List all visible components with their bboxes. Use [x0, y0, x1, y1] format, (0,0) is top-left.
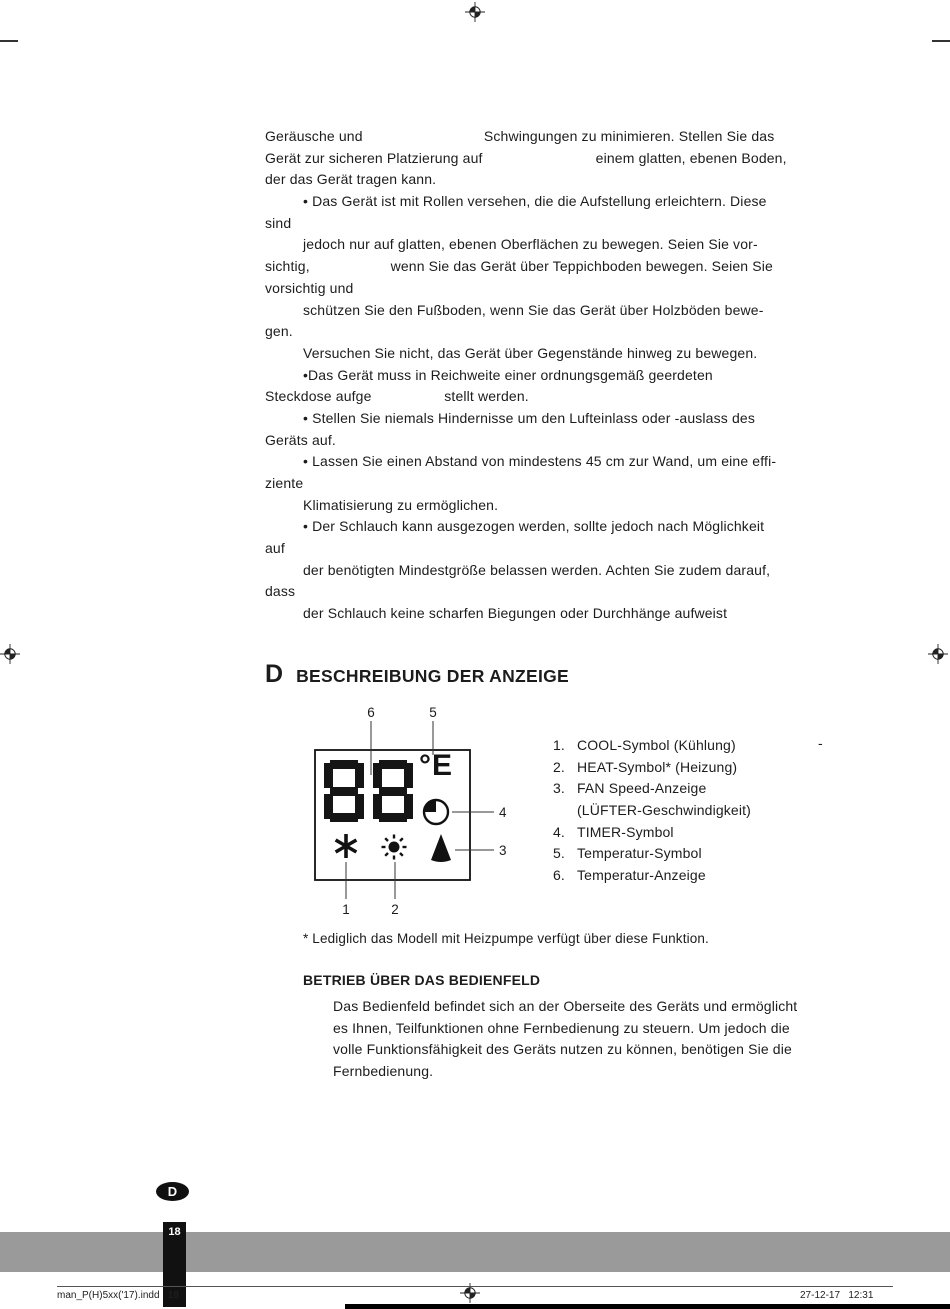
- registration-mark-left: [0, 644, 20, 664]
- legend-item-label: HEAT-Symbol* (Heizung): [577, 758, 738, 775]
- body-line: vorsichtig und: [265, 279, 354, 296]
- body-line: • Das Gerät ist mit Rollen versehen, die die Aufstellung erleichtern. Diese: [303, 193, 767, 210]
- legend-item: [553, 735, 751, 757]
- legend-item-number: 2.: [553, 758, 565, 775]
- body-line: schützen Sie den Fußboden, wenn Sie das Gerät über Holzböden bewe-: [303, 301, 764, 318]
- body-line: dass: [265, 583, 296, 600]
- callout-number-3: 3: [499, 843, 507, 858]
- temperature-unit-symbol: °E: [419, 749, 454, 782]
- callout-number-1: 1: [342, 902, 350, 917]
- legend-item-number: 6.: [553, 867, 565, 884]
- legend-item-label: Temperatur-Symbol: [577, 845, 702, 862]
- body-line: der das Gerät tragen kann.: [265, 171, 437, 188]
- body-text: [265, 126, 787, 625]
- body-line: gen.: [265, 323, 293, 340]
- section-heading: [265, 660, 569, 689]
- body-line: • Der Schlauch kann ausgezogen werden, sollte jedoch nach Möglichkeit: [303, 518, 765, 535]
- crop-tick-right: [932, 40, 950, 42]
- body-line: •Das Gerät muss in Reichweite einer ordnungsgemäß geerdeten: [303, 366, 713, 383]
- language-badge-letter: D: [167, 1184, 178, 1199]
- panel-paragraph: [333, 996, 797, 1083]
- legend-item-number: 4.: [553, 823, 565, 840]
- body-line: jedoch nur auf glatten, ebenen Oberflächen zu bewegen. Seien Sie vor-: [303, 236, 758, 253]
- snowflake-icon: [336, 834, 357, 858]
- crop-tick-left: [0, 40, 18, 42]
- legend-item-label: (LÜFTER-Geschwindigkeit): [577, 802, 751, 819]
- callout-number-4: 4: [499, 805, 507, 820]
- legend-item-label: FAN Speed-Anzeige: [577, 780, 707, 797]
- panel-line: es Ihnen, Teilfunktionen ohne Fernbedienung zu steuern. Um jedoch die: [333, 1019, 790, 1036]
- footer-timestamp: 27-12-17 12:31: [800, 1290, 874, 1301]
- body-line: Gerät zur sicheren Platzierung auf einem glatten, ebenen Boden,: [265, 149, 787, 166]
- body-line: auf: [265, 540, 285, 557]
- section-title: BESCHREIBUNG DER ANZEIGE: [296, 666, 570, 686]
- legend-item-label: Temperatur-Anzeige: [577, 867, 706, 884]
- footnote: * Lediglich das Modell mit Heizpumpe verfügt über diese Funktion.: [303, 931, 709, 946]
- bottom-print-strip: [345, 1304, 950, 1309]
- panel-line: Fernbedienung.: [333, 1063, 434, 1080]
- legend-item: [553, 778, 751, 800]
- panel-line: volle Funktionsfähigkeit des Geräts nutzen zu können, benötigen Sie die: [333, 1041, 792, 1058]
- callout-number-2: 2: [391, 902, 399, 917]
- registration-mark-right: [928, 644, 948, 664]
- timer-clock-icon: [424, 800, 448, 824]
- body-line: • Stellen Sie niemals Hindernisse um den Lufteinlass oder -auslass des: [303, 409, 755, 426]
- callout-number-6: 6: [367, 705, 375, 720]
- display-legend: [553, 735, 823, 887]
- body-line: Geräusche und Schwingungen zu minimieren. Stellen Sie das: [265, 128, 775, 144]
- legend-item: [553, 800, 751, 822]
- body-line: Versuchen Sie nicht, das Gerät über Gegenstände hinweg zu bewegen.: [303, 344, 758, 361]
- legend-item-number: 5.: [553, 845, 565, 862]
- cone-icon: [431, 834, 451, 862]
- callout-number-5: 5: [429, 705, 437, 720]
- legend-item: [553, 757, 751, 779]
- legend-item: [553, 843, 751, 865]
- stray-dash: -: [818, 735, 823, 751]
- legend-item-label: COOL-Symbol (Kühlung): [577, 737, 736, 753]
- body-line: Geräts auf.: [265, 431, 336, 448]
- legend-item-number: 1.: [553, 737, 565, 753]
- legend-item-number: 3.: [553, 780, 565, 797]
- legend-item-number: [553, 800, 577, 822]
- footer-filename: man_P(H)5xx('17).indd 18: [57, 1290, 179, 1301]
- panel-line: Das Bedienfeld befindet sich an der Oberseite des Geräts und ermöglicht: [333, 998, 798, 1014]
- legend-item: [553, 822, 751, 844]
- body-line: ziente: [265, 475, 304, 491]
- language-badge: [156, 1182, 189, 1201]
- panel-heading: BETRIEB ÜBER DAS BEDIENFELD: [303, 972, 541, 988]
- legend-item-label: TIMER-Symbol: [577, 823, 674, 840]
- seven-segment-display: [324, 760, 413, 822]
- body-line: sind: [265, 214, 292, 231]
- page-number: 18: [168, 1226, 181, 1238]
- body-line: Steckdose aufge stellt werden.: [265, 388, 529, 405]
- display-diagram: [305, 705, 575, 920]
- body-line: • Lassen Sie einen Abstand von mindestens 45 cm zur Wand, um eine effi-: [303, 453, 777, 470]
- footer-rule: [57, 1286, 893, 1287]
- gray-bar: [0, 1232, 950, 1272]
- registration-mark-top: [465, 2, 485, 22]
- body-line: der benötigten Mindestgröße belassen werden. Achten Sie zudem darauf,: [303, 561, 771, 578]
- legend-item: [553, 865, 751, 887]
- body-line: der Schlauch keine scharfen Biegungen oder Durchhänge aufweist: [303, 605, 728, 622]
- body-line: sichtig, wenn Sie das Gerät über Teppichboden bewegen. Seien Sie: [265, 258, 773, 275]
- body-line: Klimatisierung zu ermöglichen.: [303, 496, 499, 513]
- section-letter: D: [265, 660, 284, 688]
- sun-icon: [382, 835, 407, 860]
